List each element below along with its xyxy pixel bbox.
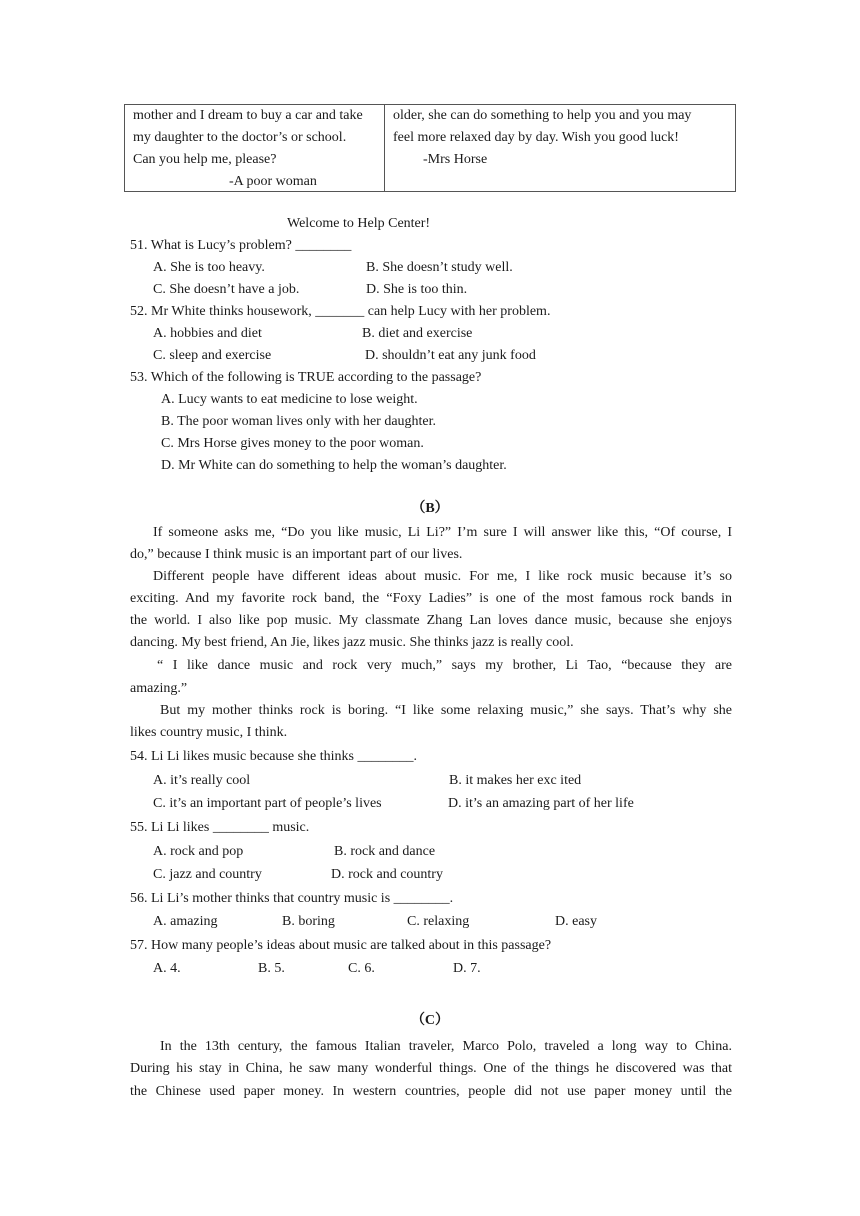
option-55b: B. rock and dance — [334, 844, 436, 859]
passage-c-line: In the 13th century, the famous Italian traveler, Marco Polo, traveled a long way to China. — [160, 1039, 732, 1054]
passage-b-line: If someone asks me, “Do you like music, Li Li?” I’m sure I will answer like this, “Of course, I — [153, 525, 732, 540]
option-51d: D. She is too thin. — [366, 282, 468, 297]
option-52b: B. diet and exercise — [362, 326, 473, 341]
option-53a: A. Lucy wants to eat medicine to lose weight. — [161, 392, 418, 407]
letter-mrs-horse — [385, 105, 735, 191]
section-c-heading: （C） — [410, 1013, 450, 1028]
option-54c: C. it’s an important part of people’s lives — [153, 796, 382, 811]
table-caption: Welcome to Help Center! — [287, 216, 431, 231]
option-54a: A. it’s really cool — [153, 773, 251, 788]
option-54d: D. it’s an amazing part of her life — [448, 796, 634, 811]
option-57d: D. 7. — [453, 961, 481, 976]
section-b-heading: （B） — [411, 501, 449, 516]
table-text: my daughter to the doctor’s or school. — [133, 130, 347, 145]
option-55a: A. rock and pop — [153, 844, 244, 859]
option-53b: B. The poor woman lives only with her daughter. — [161, 414, 437, 429]
passage-b-line: But my mother thinks rock is boring. “I like some relaxing music,” she says. That’s why she — [160, 703, 732, 718]
question-52: 52. Mr White thinks housework, _______ can help Lucy with her problem. — [130, 304, 551, 319]
table-text: mother and I dream to buy a car and take — [133, 108, 363, 123]
passage-b-line: likes country music, I think. — [130, 725, 288, 740]
option-51a: A. She is too heavy. — [153, 260, 265, 275]
passage-c-line: During his stay in China, he saw many wonderful things. One of the things he discovered was that — [130, 1061, 732, 1076]
question-55: 55. Li Li likes ________ music. — [130, 820, 310, 835]
option-57b: B. 5. — [258, 961, 285, 976]
question-56: 56. Li Li’s mother thinks that country music is ________. — [130, 891, 454, 906]
letters-table — [124, 104, 736, 192]
table-text: older, she can do something to help you and you may — [393, 108, 692, 123]
option-52a: A. hobbies and diet — [153, 326, 262, 341]
question-53: 53. Which of the following is TRUE according to the passage? — [130, 370, 482, 385]
option-53d: D. Mr White can do something to help the woman’s daughter. — [161, 458, 507, 473]
passage-c-line: the Chinese used paper money. In western countries, people did not use paper money until the — [130, 1084, 732, 1099]
option-55d: D. rock and country — [331, 867, 443, 882]
passage-b-line: do,” because I think music is an important part of our lives. — [130, 547, 463, 562]
passage-b-line: “ I like dance music and rock very much,” says my brother, Li Tao, “because they are — [157, 658, 732, 673]
option-52d: D. shouldn’t eat any junk food — [365, 348, 536, 363]
question-51: 51. What is Lucy’s problem? ________ — [130, 238, 352, 253]
passage-b-line: Different people have different ideas about music. For me, I like rock music because it’s so — [153, 569, 732, 584]
table-text: Can you help me, please? — [133, 152, 277, 167]
option-54b: B. it makes her exc ited — [449, 773, 582, 788]
option-51b: B. She doesn’t study well. — [366, 260, 513, 275]
option-57c: C. 6. — [348, 961, 375, 976]
option-56c: C. relaxing — [407, 914, 470, 929]
option-55c: C. jazz and country — [153, 867, 262, 882]
signature-poor-woman: -A poor woman — [229, 174, 317, 189]
option-56b: B. boring — [282, 914, 335, 929]
table-text: feel more relaxed day by day. Wish you good luck! — [393, 130, 679, 145]
question-57: 57. How many people’s ideas about music are talked about in this passage? — [130, 938, 552, 953]
option-53c: C. Mrs Horse gives money to the poor woman. — [161, 436, 424, 451]
signature-mrs-horse: -Mrs Horse — [423, 152, 488, 167]
option-51c: C. She doesn’t have a job. — [153, 282, 300, 297]
passage-b-line: exciting. And my favorite rock band, the “Foxy Ladies” is one of the most famous rock bands in — [130, 591, 732, 606]
option-57a: A. 4. — [153, 961, 181, 976]
question-54: 54. Li Li likes music because she thinks ________. — [130, 749, 417, 764]
option-56d: D. easy — [555, 914, 597, 929]
option-56a: A. amazing — [153, 914, 218, 929]
passage-b-line: dancing. My best friend, An Jie, likes jazz music. She thinks jazz is really cool. — [130, 635, 574, 650]
passage-b-line: amazing.” — [130, 681, 188, 696]
letter-poor-woman — [125, 105, 385, 191]
option-52c: C. sleep and exercise — [153, 348, 272, 363]
passage-b-line: the world. I also like pop music. My classmate Zhang Lan loves dance music, because she enjoys — [130, 613, 732, 628]
